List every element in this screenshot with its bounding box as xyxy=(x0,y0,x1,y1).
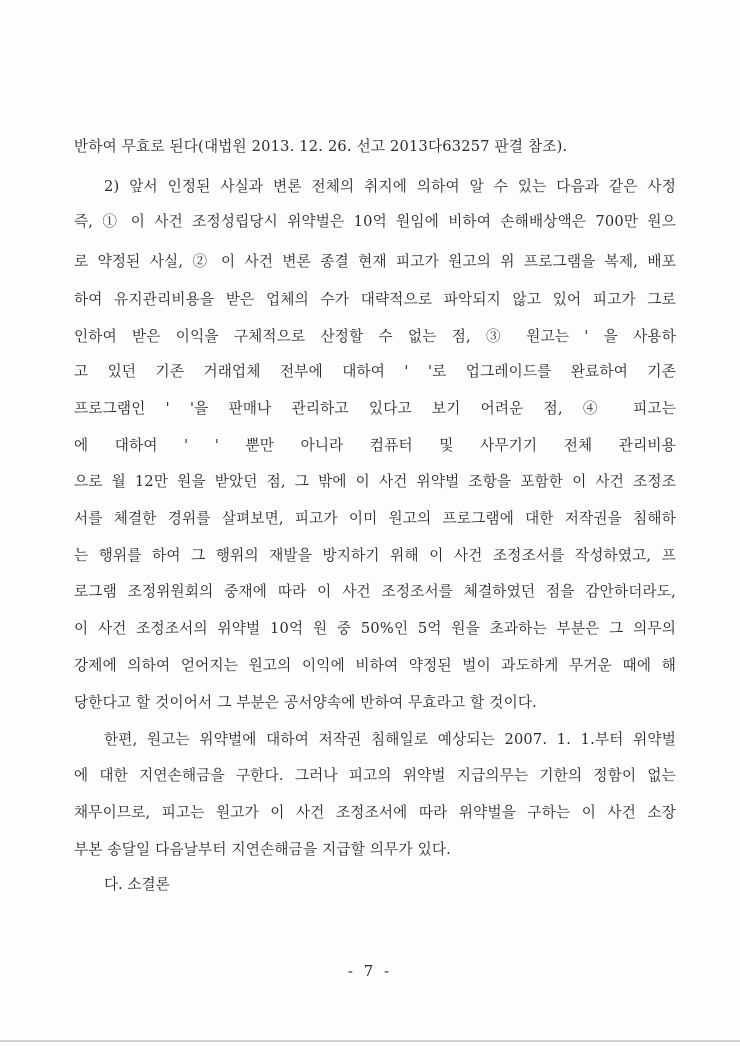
text-line: 는 행위를 하여 그 행위의 재발을 방지하기 위해 이 사건 조정조서를 작성하였고, 프 xyxy=(74,547,676,564)
text-line: 부본 송달일 다음날부터 지연손해금을 지급할 의무가 있다. xyxy=(74,841,452,858)
text-line: 반하여 무효로 된다(대법원 2013. 12. 26. 선고 2013다63257 판결 참조). xyxy=(74,138,568,155)
text-line: 프로그램인 ' '을 판매나 관리하고 있다고 보기 어려운 점, ④ 피고는 xyxy=(74,400,676,417)
text-line: 당한다고 할 것이어서 그 부분은 공서양속에 반하여 무효라고 할 것이다. xyxy=(74,694,538,711)
text-line: 2) 앞서 인정된 사실과 변론 전체의 취지에 의하여 알 수 있는 다음과 같은 사정 xyxy=(104,178,676,195)
text-line: 서를 체결한 경위를 살펴보면, 피고가 이미 원고의 프로그램에 대한 저작권을 침해하 xyxy=(74,510,676,527)
text-line: 이 사건 조정조서의 위약벌 10억 원 중 50%인 5억 원을 초과하는 부분은 그 의무의 xyxy=(74,620,676,637)
text-line: 로그램 조정위원회의 중재에 따라 이 사건 조정조서를 체결하였던 점을 감안하더라도, xyxy=(74,583,676,600)
text-line: 한편, 원고는 위약벌에 대하여 저작권 침해일로 예상되는 2007. 1. 1.부터 위약벌 xyxy=(104,731,676,748)
text-line: 로 약정된 사실, ② 이 사건 변론 종결 현재 피고가 원고의 위 프로그램을 복제, 배포 xyxy=(74,253,676,270)
page-bottom-edge xyxy=(0,1040,740,1042)
section-heading: 다. 소결론 xyxy=(104,876,170,893)
text-line: 강제에 의하여 얻어지는 원고의 이익에 비하여 약정된 벌이 과도하게 무거운 때에 해 xyxy=(74,657,676,674)
text-line: 에 대하여 ' ' 뿐만 아니라 컴퓨터 및 사무기기 전체 관리비용 xyxy=(74,437,676,454)
text-line: 채무이므로, 피고는 원고가 이 사건 조정조서에 따라 위약벌을 구하는 이 사건 소장 xyxy=(74,804,676,821)
text-line: 고 있던 기존 거래업체 전부에 대하여 ' '로 업그레이드를 완료하여 기존 xyxy=(74,363,676,380)
text-line: 인하여 받은 이익을 구체적으로 산정할 수 없는 점, ③ 원고는 ' 을 사용하 xyxy=(74,328,676,345)
page-number: - 7 - xyxy=(347,962,393,980)
text-line: 하여 유지관리비용을 받은 업체의 수가 대략적으로 파악되지 않고 있어 피고가 그로 xyxy=(74,291,676,308)
text-line: 즉, ① 이 사건 조정성립당시 위약벌은 10억 원임에 비하여 손해배상액은 700만 원으 xyxy=(74,213,676,230)
text-line: 으로 월 12만 원을 받았던 점, 그 밖에 이 사건 위약벌 조항을 포함한 이 사건 조정조 xyxy=(74,473,676,490)
text-line: 에 대한 지연손해금을 구한다. 그러나 피고의 위약벌 지급의무는 기한의 정함이 없는 xyxy=(74,767,676,784)
